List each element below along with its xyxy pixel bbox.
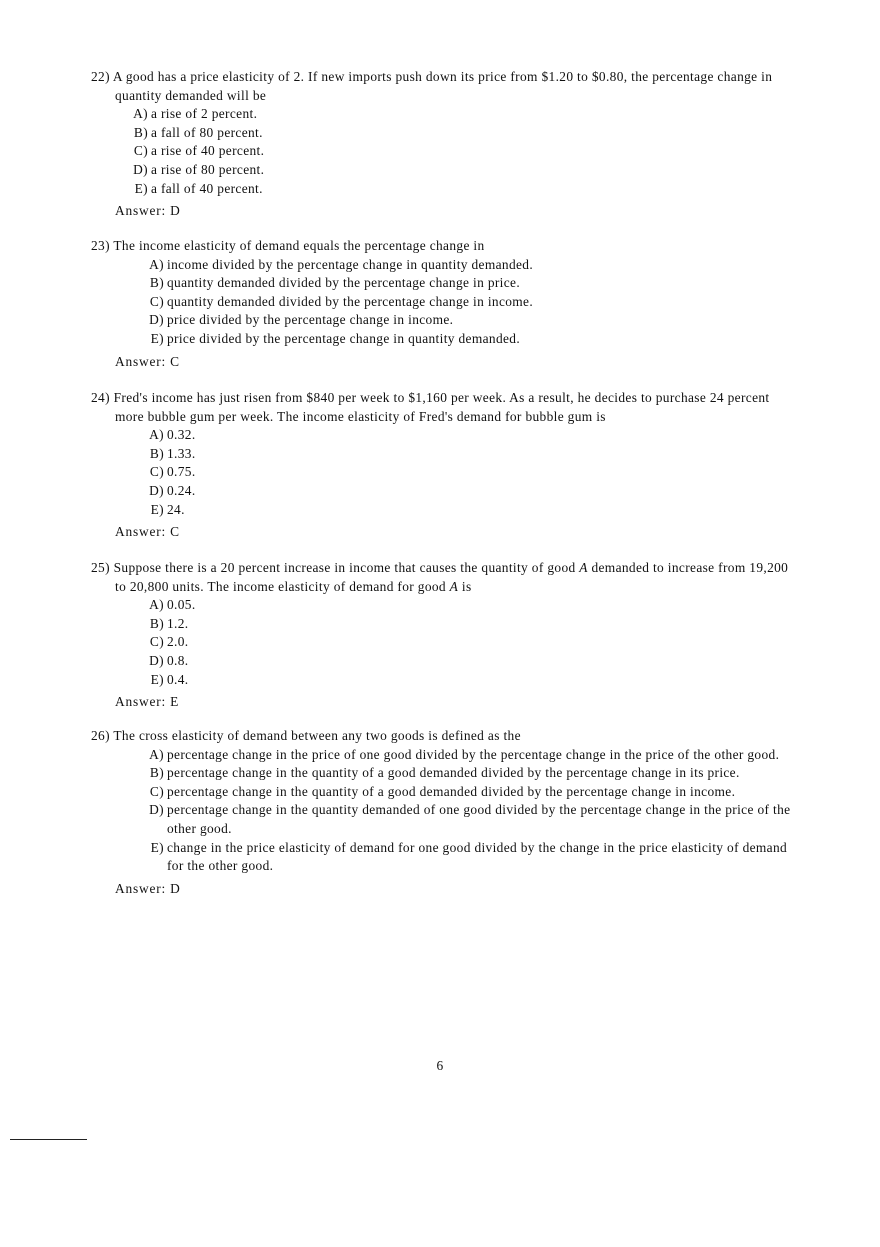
- choice-a: A) a rise of 2 percent.: [133, 106, 258, 122]
- choice-d: D) 0.24.: [149, 482, 196, 498]
- choice-d: D) 0.8.: [149, 652, 189, 668]
- choice-e: E) a fall of 40 percent.: [134, 180, 263, 196]
- question-stem: [91, 237, 801, 256]
- choice-c: C) percentage change in the quantity of a good demanded divided by the percentage change in income.: [149, 783, 736, 799]
- question-26: [91, 727, 801, 898]
- question-23: [91, 237, 801, 371]
- choice-a: A) income divided by the percentage change in quantity demanded.: [149, 256, 534, 272]
- answer-key: Answer: C: [115, 353, 180, 369]
- choice-e: E) price divided by the percentage change in quantity demanded.: [150, 330, 521, 346]
- answer-choices: [91, 256, 801, 349]
- question-22: [91, 68, 801, 221]
- choice-d: D) price divided by the percentage change in income.: [149, 312, 454, 328]
- question-text: The cross elasticity of demand between any two goods is defined as the: [113, 728, 521, 743]
- choice-c: C) 2.0.: [149, 634, 189, 650]
- answer-key: Answer: D: [115, 203, 181, 219]
- choice-c: C) quantity demanded divided by the percentage change in income.: [149, 293, 534, 309]
- question-number: 24): [91, 390, 110, 405]
- choice-b: B) a fall of 80 percent.: [133, 124, 263, 140]
- answer-choices: [91, 105, 801, 198]
- choice-d: D) percentage change in the quantity demanded of one good divided by the percentage change in the price of the other good.: [149, 802, 791, 836]
- question-number: 25): [91, 560, 110, 575]
- choice-e: E) change in the price elasticity of demand for one good divided by the change in the price elasticity of demand for the other good.: [150, 839, 788, 874]
- question-stem: [91, 559, 801, 596]
- question-text: A good has a price elasticity of 2. If new imports push down its price from $1.20 to $0.80, the percentage change in quantity demanded will be: [112, 69, 773, 103]
- question-number: 26): [91, 728, 110, 743]
- choice-b: B) quantity demanded divided by the percentage change in price.: [149, 275, 521, 291]
- question-25: [91, 559, 801, 712]
- question-number: 22): [91, 69, 110, 84]
- choice-a: A) 0.32.: [149, 427, 196, 443]
- footnote-divider: [10, 1139, 87, 1140]
- answer-choices: [91, 426, 801, 519]
- choice-b: B) 1.33.: [149, 445, 196, 461]
- question-text-part: Suppose there is a 20 percent increase in income that causes the quantity of good: [113, 560, 580, 575]
- question-stem: [91, 68, 801, 105]
- good-label: A: [579, 560, 588, 575]
- question-text: Fred's income has just risen from $840 per week to $1,160 per week. As a result, he decides to purchase 24 percent more bubble gum per week. The income elasticity of Fred's demand for bubble gum is: [113, 390, 770, 424]
- choice-c: C) 0.75.: [149, 464, 196, 480]
- question-text-part: is: [458, 578, 472, 594]
- question-text: The income elasticity of demand equals the percentage change in: [113, 238, 485, 253]
- question-number: 23): [91, 238, 110, 253]
- choice-c: C) a rise of 40 percent.: [133, 143, 265, 159]
- question-24: [91, 389, 801, 542]
- choice-e: E) 24.: [150, 501, 185, 517]
- question-stem: [91, 389, 801, 426]
- answer-key: Answer: C: [115, 524, 180, 540]
- good-label: A: [449, 578, 459, 594]
- answer-choices: [91, 596, 801, 689]
- question-text-part: demanded to increase from 19,200 to 20,800 units. The income elasticity of demand for good: [115, 560, 789, 594]
- answer-key: Answer: D: [115, 880, 181, 896]
- choice-b: B) percentage change in the quantity of a good demanded divided by the percentage change in its price.: [149, 765, 740, 781]
- choice-a: A) 0.05.: [149, 597, 196, 613]
- choice-b: B) 1.2.: [149, 615, 189, 631]
- choice-e: E) 0.4.: [150, 671, 189, 687]
- question-stem: [91, 727, 801, 746]
- answer-key: Answer: E: [115, 694, 180, 710]
- page-number: 6: [436, 1058, 444, 1073]
- choice-d: D) a rise of 80 percent.: [133, 161, 265, 177]
- answer-choices: [91, 746, 801, 876]
- choice-a: A) percentage change in the price of one good divided by the percentage change in the price of the other good.: [149, 746, 780, 762]
